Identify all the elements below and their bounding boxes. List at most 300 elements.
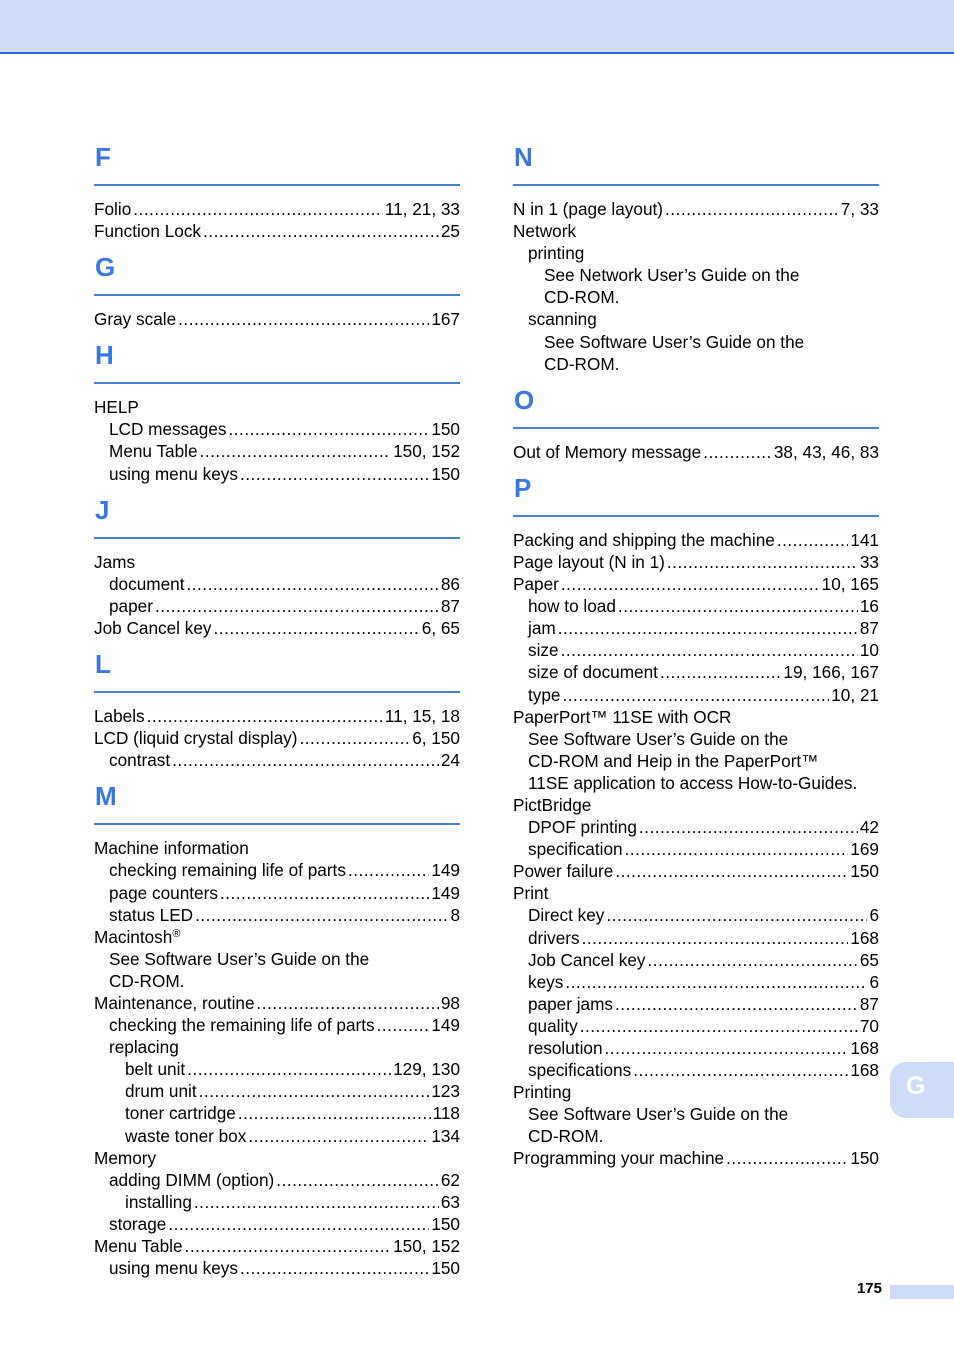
index-term xyxy=(109,440,198,462)
index-term xyxy=(109,1257,238,1279)
dot-leader xyxy=(633,1059,848,1081)
index-term xyxy=(94,727,297,749)
index-entry[interactable] xyxy=(513,949,879,971)
section-heading xyxy=(513,140,879,186)
page-references[interactable]: 33 xyxy=(859,551,879,572)
index-term xyxy=(528,639,559,661)
dot-leader xyxy=(615,993,858,1015)
index-term xyxy=(513,441,701,463)
index-section-n xyxy=(513,140,879,375)
page-references[interactable]: 150 xyxy=(431,419,460,440)
index-entry[interactable] xyxy=(94,463,460,485)
page-references[interactable]: 10 xyxy=(859,640,879,661)
section-heading xyxy=(94,647,460,693)
index-entry[interactable] xyxy=(94,1169,460,1191)
index-entry xyxy=(94,1147,460,1169)
index-entry[interactable] xyxy=(94,705,460,727)
dot-leader xyxy=(726,1147,848,1169)
page-references[interactable]: 86 xyxy=(440,573,460,594)
index-entry xyxy=(513,750,879,772)
index-term-text: how to load xyxy=(528,596,616,617)
dot-leader xyxy=(187,1058,391,1080)
page-references[interactable]: 24 xyxy=(440,750,460,771)
index-term xyxy=(94,837,249,859)
dot-leader xyxy=(618,595,858,617)
index-entry[interactable] xyxy=(513,595,879,617)
page-references[interactable]: 10, 165 xyxy=(821,574,879,595)
index-entry[interactable] xyxy=(94,882,460,904)
index-term xyxy=(94,198,131,220)
index-entry[interactable] xyxy=(94,308,460,330)
index-term-text: quality xyxy=(528,1015,578,1036)
page-references[interactable]: 42 xyxy=(859,817,879,838)
index-entry[interactable] xyxy=(94,617,460,639)
index-entry[interactable] xyxy=(94,904,460,926)
index-term xyxy=(528,772,857,794)
index-term-text: installing xyxy=(125,1191,192,1212)
index-entry[interactable] xyxy=(94,727,460,749)
index-term xyxy=(513,1081,571,1103)
page-references[interactable]: 98 xyxy=(440,992,460,1013)
index-term xyxy=(528,750,818,772)
page-references[interactable]: 19, 166, 167 xyxy=(783,662,879,683)
index-term-text: Folio xyxy=(94,199,132,219)
index-term xyxy=(94,617,212,639)
index-entry xyxy=(513,882,879,904)
index-entry[interactable] xyxy=(94,859,460,881)
index-term-text: CD-ROM and Heip in the PaperPort™ xyxy=(528,750,819,771)
index-term-text: toner cartridge xyxy=(125,1103,236,1124)
index-entry[interactable] xyxy=(94,1102,460,1124)
dot-leader xyxy=(703,441,772,463)
index-term-text: LCD messages xyxy=(109,419,227,440)
index-term-text: Machine information xyxy=(94,838,249,859)
index-term xyxy=(528,993,613,1015)
index-term xyxy=(513,529,775,551)
page-references[interactable]: 150 xyxy=(850,1148,879,1169)
dot-leader xyxy=(276,1169,439,1191)
index-term xyxy=(528,816,637,838)
section-letter: J xyxy=(95,494,110,525)
index-term-text: LCD (liquid crystal display) xyxy=(94,728,298,749)
index-entry[interactable] xyxy=(94,749,460,771)
footer-bar xyxy=(890,1285,954,1299)
page-references[interactable]: 6, 65 xyxy=(421,617,460,638)
index-term-text: paper xyxy=(109,595,153,616)
index-term xyxy=(109,859,346,881)
index-entry[interactable] xyxy=(513,838,879,860)
index-entry[interactable] xyxy=(513,1015,879,1037)
dot-leader xyxy=(178,308,429,330)
index-term xyxy=(513,1147,724,1169)
dot-leader xyxy=(199,1080,430,1102)
dot-leader xyxy=(240,463,429,485)
index-entry xyxy=(94,926,460,948)
dot-leader xyxy=(648,949,858,971)
index-term xyxy=(94,220,201,242)
index-entry xyxy=(94,1036,460,1058)
index-term xyxy=(528,308,597,330)
section-letter: O xyxy=(514,384,535,415)
index-entry[interactable] xyxy=(94,1213,460,1235)
dot-leader xyxy=(248,1125,429,1147)
index-term-text: PictBridge xyxy=(513,794,592,815)
index-term-text: HELP xyxy=(94,397,139,418)
index-term xyxy=(528,838,623,860)
index-entry[interactable] xyxy=(513,993,879,1015)
dot-leader xyxy=(660,661,781,683)
index-term-text: Macintosh xyxy=(94,926,173,947)
index-term xyxy=(109,573,184,595)
index-entry[interactable] xyxy=(513,927,879,949)
index-term-text: CD-ROM. xyxy=(528,1126,604,1147)
index-term-text: PaperPort™ 11SE with OCR xyxy=(513,706,732,727)
index-section-m xyxy=(94,779,460,1279)
page-references[interactable]: 169 xyxy=(850,839,879,860)
index-term-text: Gray scale xyxy=(94,309,177,330)
index-entry[interactable] xyxy=(513,551,879,573)
dot-leader xyxy=(240,1257,429,1279)
index-entry[interactable] xyxy=(513,529,879,551)
index-column-left xyxy=(94,140,460,1279)
index-entry[interactable] xyxy=(513,573,879,595)
index-term xyxy=(544,331,804,353)
index-entry[interactable] xyxy=(94,440,460,462)
index-term-text: CD-ROM. xyxy=(544,287,620,308)
index-entry[interactable] xyxy=(513,904,879,926)
index-term xyxy=(125,1125,246,1147)
index-term-text: Menu Table xyxy=(94,1236,183,1256)
page-references[interactable]: 150 xyxy=(431,1258,460,1279)
index-term-text: adding DIMM (option) xyxy=(109,1169,275,1190)
page-references[interactable]: 25 xyxy=(440,221,460,242)
page-references[interactable]: 38, 43, 46, 83 xyxy=(773,441,879,462)
index-term-text: document xyxy=(109,573,185,594)
index-term xyxy=(513,860,613,882)
page-references[interactable]: 149 xyxy=(431,882,460,903)
index-term xyxy=(513,794,591,816)
index-term xyxy=(528,949,646,971)
index-term xyxy=(528,684,561,706)
section-letter: G xyxy=(95,252,116,283)
page-references[interactable]: 141 xyxy=(850,529,879,550)
dot-leader xyxy=(582,927,849,949)
index-term xyxy=(528,661,658,683)
index-entry[interactable] xyxy=(513,684,879,706)
dot-leader xyxy=(377,1014,430,1036)
index-term-text: Menu Table xyxy=(109,441,198,462)
index-term-text: type xyxy=(528,684,561,705)
index-term-text: resolution xyxy=(528,1038,603,1058)
index-term xyxy=(528,595,616,617)
index-term xyxy=(94,1147,156,1169)
index-term-text: specification xyxy=(528,839,623,860)
page-references[interactable]: 11, 21, 33 xyxy=(384,199,460,219)
index-term xyxy=(528,242,584,264)
index-entry xyxy=(513,706,879,728)
index-term-text: Out of Memory message xyxy=(513,441,702,462)
index-entry xyxy=(513,728,879,750)
page-references[interactable]: 10, 21 xyxy=(831,684,879,705)
chapter-tab[interactable] xyxy=(890,1062,954,1118)
dot-leader xyxy=(299,727,410,749)
index-entry[interactable] xyxy=(94,1014,460,1036)
index-section-f xyxy=(94,140,460,242)
index-entry xyxy=(94,396,460,418)
index-term-text: Network xyxy=(513,221,577,242)
index-term-text: Paper xyxy=(513,574,559,595)
index-term-text: keys xyxy=(528,971,564,992)
dot-leader xyxy=(348,859,429,881)
page-references[interactable]: 62 xyxy=(440,1169,460,1190)
page-references[interactable]: 16 xyxy=(859,596,879,617)
registered-mark: ® xyxy=(172,927,181,940)
index-term-text: printing xyxy=(528,243,585,264)
index-term xyxy=(94,926,180,948)
index-term xyxy=(544,264,799,286)
dot-leader xyxy=(257,992,439,1014)
dot-leader xyxy=(168,1213,429,1235)
index-term-text: waste toner box xyxy=(125,1125,247,1146)
dot-leader xyxy=(214,617,420,639)
index-section-h xyxy=(94,338,460,484)
page-references[interactable]: 149 xyxy=(431,1015,460,1036)
index-entry[interactable] xyxy=(94,1235,460,1257)
index-term xyxy=(528,1015,578,1037)
page-references[interactable]: 168 xyxy=(850,1060,879,1081)
index-term xyxy=(109,749,170,771)
section-heading xyxy=(513,383,879,429)
index-entry[interactable] xyxy=(94,1257,460,1279)
index-term-text: See Network User’s Guide on the xyxy=(544,265,800,286)
index-term-text: Jams xyxy=(94,551,136,572)
index-term xyxy=(513,882,548,904)
index-term-text: storage xyxy=(109,1213,167,1234)
page-references[interactable]: 167 xyxy=(431,309,460,330)
page-references[interactable]: 150, 152 xyxy=(393,1236,460,1256)
index-entry[interactable] xyxy=(513,971,879,993)
page-references[interactable]: 123 xyxy=(431,1081,460,1102)
index-term-text: 11SE application to access How-to-Guides. xyxy=(528,772,858,793)
index-entry[interactable] xyxy=(94,198,460,220)
index-term xyxy=(94,396,139,418)
page-references[interactable]: 7, 33 xyxy=(840,199,879,219)
index-term xyxy=(513,573,559,595)
page-references[interactable]: 129, 130 xyxy=(393,1059,460,1080)
index-term xyxy=(94,992,255,1014)
index-entry xyxy=(94,970,460,992)
index-term xyxy=(544,286,619,308)
index-term-text: using menu keys xyxy=(109,1258,238,1279)
header-bar xyxy=(0,0,954,54)
chapter-tab-label: G xyxy=(906,1072,926,1100)
section-letter: L xyxy=(95,649,111,680)
index-term xyxy=(528,1103,788,1125)
dot-leader xyxy=(186,573,438,595)
index-term-text: Job Cancel key xyxy=(94,617,212,638)
page-references[interactable]: 6 xyxy=(869,971,879,992)
index-term xyxy=(513,706,731,728)
index-entry xyxy=(513,1125,879,1147)
index-term-text: replacing xyxy=(109,1037,179,1058)
page-references[interactable]: 150 xyxy=(431,1213,460,1234)
page-references[interactable]: 70 xyxy=(859,1015,879,1036)
index-entry[interactable] xyxy=(94,573,460,595)
index-entry[interactable] xyxy=(513,639,879,661)
index-term xyxy=(94,1235,183,1257)
index-entry xyxy=(513,772,879,794)
index-term-text: Power failure xyxy=(513,861,614,882)
index-term-text: Printing xyxy=(513,1082,572,1103)
page-number: 175 xyxy=(856,1280,882,1297)
index-entry[interactable] xyxy=(94,1125,460,1147)
page-references[interactable]: 149 xyxy=(431,860,460,881)
index-section-j xyxy=(94,493,460,639)
index-term xyxy=(109,1169,274,1191)
index-term-text: Function Lock xyxy=(94,221,202,242)
section-letter: N xyxy=(514,142,533,172)
dot-leader xyxy=(563,684,830,706)
index-term-text: Page layout (N in 1) xyxy=(513,551,665,572)
index-entry[interactable] xyxy=(513,661,879,683)
page-references[interactable]: 87 xyxy=(440,595,460,616)
index-entry[interactable] xyxy=(94,418,460,440)
index-term-text: using menu keys xyxy=(109,463,238,484)
section-letter: P xyxy=(514,472,532,503)
page-references[interactable]: 150, 152 xyxy=(393,441,460,462)
index-entry[interactable] xyxy=(513,441,879,463)
index-entry xyxy=(94,551,460,573)
index-section-l xyxy=(94,647,460,771)
page-references[interactable]: 87 xyxy=(859,993,879,1014)
index-entry xyxy=(513,242,879,264)
index-term-text: See Software User’s Guide on the xyxy=(109,948,370,969)
index-term-text: Programming your machine xyxy=(513,1148,725,1169)
index-entry xyxy=(513,220,879,242)
index-term xyxy=(94,308,176,330)
index-entry xyxy=(94,948,460,970)
section-heading xyxy=(94,338,460,384)
dot-leader xyxy=(200,440,392,462)
index-entry[interactable] xyxy=(513,198,879,220)
dot-leader xyxy=(185,1235,392,1257)
page-references[interactable]: 150 xyxy=(431,463,460,484)
index-entry[interactable] xyxy=(513,816,879,838)
index-term xyxy=(125,1080,197,1102)
index-term xyxy=(94,551,135,573)
page-references[interactable]: 6 xyxy=(869,905,879,926)
dot-leader xyxy=(172,749,439,771)
index-term xyxy=(528,927,580,949)
section-letter: H xyxy=(95,340,114,371)
dot-leader xyxy=(615,860,848,882)
page-references[interactable]: 8 xyxy=(450,904,460,925)
index-entry[interactable] xyxy=(94,1058,460,1080)
page-references[interactable]: 6, 150 xyxy=(412,728,460,749)
section-letter: F xyxy=(95,142,111,172)
page-references[interactable]: 65 xyxy=(859,949,879,970)
index-term xyxy=(528,1037,603,1059)
section-heading xyxy=(94,250,460,296)
section-heading xyxy=(94,140,460,186)
index-term xyxy=(109,904,193,926)
index-entry[interactable] xyxy=(94,220,460,242)
index-term-text: jam xyxy=(528,618,556,639)
index-entry[interactable] xyxy=(513,1147,879,1169)
index-term-text: size of document xyxy=(528,662,658,683)
page-references[interactable]: 134 xyxy=(431,1125,460,1146)
index-entry[interactable] xyxy=(94,595,460,617)
dot-leader xyxy=(606,904,867,926)
index-entry[interactable] xyxy=(94,992,460,1014)
index-term-text: Packing and shipping the machine xyxy=(513,529,775,550)
index-term xyxy=(528,971,563,993)
dot-leader xyxy=(667,551,858,573)
index-term-text: checking remaining life of parts xyxy=(109,860,346,881)
page-references[interactable]: 168 xyxy=(850,927,879,948)
page-references[interactable]: 118 xyxy=(432,1103,460,1124)
index-term-text: checking the remaining life of parts xyxy=(109,1015,375,1036)
dot-leader xyxy=(639,816,858,838)
page-references[interactable]: 11, 15, 18 xyxy=(384,706,460,727)
page-references[interactable]: 150 xyxy=(850,861,879,882)
index-term xyxy=(109,882,218,904)
index-entry xyxy=(513,331,879,353)
index-term-text: size xyxy=(528,640,559,661)
section-heading xyxy=(94,493,460,539)
dot-leader xyxy=(220,882,429,904)
index-term xyxy=(109,463,238,485)
index-term-text: Print xyxy=(513,883,549,904)
index-entry[interactable] xyxy=(94,1080,460,1102)
dot-leader xyxy=(565,971,867,993)
index-term-text: See Software User’s Guide on the xyxy=(544,331,805,352)
index-entry xyxy=(513,286,879,308)
dot-leader xyxy=(625,838,849,860)
index-term xyxy=(109,1036,179,1058)
index-entry[interactable] xyxy=(513,860,879,882)
index-term xyxy=(109,595,153,617)
page-references[interactable]: 63 xyxy=(440,1191,460,1212)
index-term-text: CD-ROM. xyxy=(544,353,620,374)
dot-leader xyxy=(561,639,858,661)
dot-leader xyxy=(203,220,439,242)
index-term-text: Job Cancel key xyxy=(528,949,646,970)
page-references[interactable]: 87 xyxy=(859,618,879,639)
index-term-text: Labels xyxy=(94,706,145,727)
page-references[interactable]: 168 xyxy=(850,1038,879,1058)
index-entry[interactable] xyxy=(513,1037,879,1059)
section-heading xyxy=(513,471,879,517)
index-entry xyxy=(513,794,879,816)
index-term-text: status LED xyxy=(109,904,194,925)
dot-leader xyxy=(155,595,439,617)
index-entry[interactable] xyxy=(94,1191,460,1213)
index-term xyxy=(125,1102,236,1124)
index-section-o xyxy=(513,383,879,463)
index-entry[interactable] xyxy=(513,1059,879,1081)
index-entry xyxy=(513,1081,879,1103)
index-entry xyxy=(513,1103,879,1125)
index-term-text: drivers xyxy=(528,927,580,948)
index-term-text: drum unit xyxy=(125,1081,197,1102)
dot-leader xyxy=(605,1037,849,1059)
index-entry[interactable] xyxy=(513,617,879,639)
index-term-text: CD-ROM. xyxy=(109,970,185,991)
dot-leader xyxy=(133,198,383,220)
index-term xyxy=(125,1058,185,1080)
index-term-text: belt unit xyxy=(125,1059,186,1080)
